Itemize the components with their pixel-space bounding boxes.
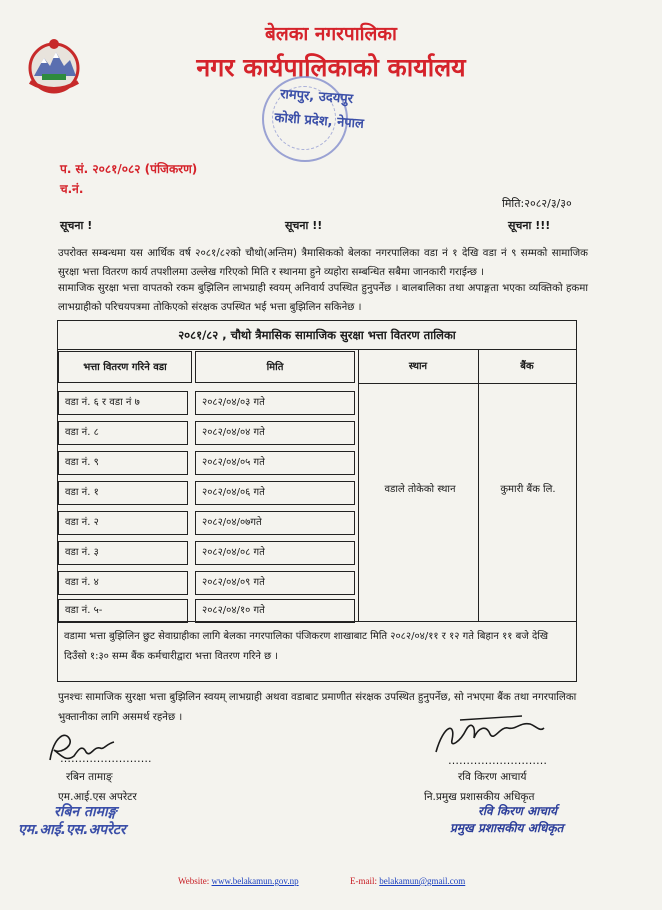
notice-label-1: सूचना ! — [60, 219, 93, 232]
distribution-place: वडाले तोकेको स्थान — [384, 484, 456, 495]
website-label: Website: — [178, 876, 212, 886]
table-row-ward: वडा नं. ५- — [58, 599, 188, 623]
table-row-date: २०८२/०४/०८ गते — [195, 541, 355, 565]
office-name: नगर कार्यपालिकाको कार्यालय — [196, 53, 466, 82]
table-row-ward: वडा नं. १ — [58, 481, 188, 505]
footer-email — [350, 876, 465, 886]
table-row-ward: वडा नं. ४ — [58, 571, 188, 595]
paragraph-1: उपरोक्त सम्बन्धमा यस आर्थिक वर्ष २०८१/८२को चौथो(अन्तिम) त्रैमासिकको बेलका नगरपालिका वडा नं १ देखि वडा नं ९ सम्मको सामाजिक सुरक्षा भत्ता वितरण कार्य तपशीलमा उल्लेख गरिएको मिति र स्थानमा हुने व्यहोरा सम्बन्धित सबैमा जानकारी गराईन्छ । — [58, 248, 588, 278]
header-bank: बैंक — [520, 361, 534, 372]
table-row-ward: वडा नं. ८ — [58, 421, 188, 445]
address-line-1: रामपुर, उदयपुर — [279, 86, 354, 108]
signatory-left-post: एम.आई.एस अपरेटर — [58, 791, 137, 803]
municipality-name: बेलका नगरपालिका — [265, 23, 397, 45]
notice-label-2: सूचना !! — [285, 219, 323, 232]
signature-line-left: ……………………. — [60, 752, 152, 765]
table-row-date: २०८२/०४/०६ गते — [195, 481, 355, 505]
signatory-right-post: नि.प्रमुख प्रशासकीय अधिकृत — [424, 791, 535, 803]
table-row-date: २०८२/०४/१० गते — [195, 599, 355, 623]
office-address — [269, 84, 404, 173]
table-row-ward: वडा नं. २ — [58, 511, 188, 535]
table-row-date: २०८२/०४/०७गते — [195, 511, 355, 535]
table-row-ward: वडा नं. ६ र वडा नं ७ — [58, 391, 188, 415]
table-row-ward: वडा नं. ३ — [58, 541, 188, 565]
notice-label-3: सूचना !!! — [508, 219, 551, 232]
header-place: स्थान — [408, 361, 428, 372]
table-row-ward: वडा नं. ९ — [58, 451, 188, 475]
signatory-left-name: रबिन तामाङ् — [66, 771, 113, 783]
email-link[interactable]: belakamun@gmail.com — [379, 876, 466, 886]
postscript: पुनश्चः सामाजिक सुरक्षा भत्ता बुझिलिन स्वयम् लाभग्राही अथवा वडाबाट प्रमाणीत संरक्षक उपस्थित हुनुपर्नेछ, सो नभएमा बैंक तथा नगरपालिका भुक्तानीका लागि असमर्थ रहनेछ । — [58, 692, 577, 723]
table-row-date: २०८२/०४/०३ गते — [195, 391, 355, 415]
stamp-left-post: एम.आई.एस.अपरेटर — [18, 822, 126, 838]
dispatch-number: च.नं. — [60, 182, 84, 196]
stamp-right — [450, 802, 590, 836]
header-ward: भत्ता वितरण गरिने वडा — [58, 351, 192, 383]
header-date: मिति — [195, 351, 355, 383]
reference-number: प. सं. २०८१/०८२ (पंजिकरण) — [60, 162, 198, 176]
table-row-date: २०८२/०४/०४ गते — [195, 421, 355, 445]
website-link[interactable]: www.belakamun.gov.np — [211, 876, 299, 886]
email-label: E-mail: — [350, 876, 380, 886]
table-footer-note: वडामा भत्ता बुझिलिन छुट सेवाग्राहीका लागि बेलका नगरपालिका पंजिकरण शाखाबाट मिति २०८२/०४/११ र १२ गते बिहान ११ बजे देखि दिउँसो १:३० सम्म बैंक कर्मचारीद्वारा भत्ता वितरण गरिने छ । — [64, 631, 549, 662]
stamp-right-name: रवि किरण आचार्य — [478, 804, 557, 818]
stamp-left-name: रबिन तामाङ्ग — [54, 804, 117, 820]
signatory-right-name: रवि किरण आचार्य — [458, 771, 527, 783]
table-row-date: २०८२/०४/०५ गते — [195, 451, 355, 475]
footer-website — [178, 876, 299, 886]
paragraph-2: सामाजिक सुरक्षा भत्ता वापतको रकम बुझिलिन लाभग्राही स्वयम् अनिवार्य उपस्थित हुनुपर्नेछ । बालबालिका तथा अपाङ्गता भएका व्यक्तिको हकमा लाभग्राहीको परिचयपत्रमा तोकिएको संरक्षक उपस्थित भई भत्ता बुझिलिन सकिनेछ । — [58, 283, 588, 313]
distribution-bank: कुमारी बैंक लि. — [500, 484, 556, 495]
table-row-date: २०८२/०४/०९ गते — [195, 571, 355, 595]
distribution-table — [57, 320, 577, 682]
table-title: २०८१/८२ , चौथो त्रैमासिक सामाजिक सुरक्षा भत्ता वितरण तालिका — [58, 321, 576, 350]
address-line-2: कोशी प्रदेश, नेपाल — [274, 110, 365, 132]
letter-date: मिति:२०८२/३/३० — [502, 197, 572, 210]
signature-line-right: ……………………… — [448, 754, 547, 767]
stamp-right-post: प्रमुख प्रशासकीय अधिकृत — [450, 821, 564, 835]
